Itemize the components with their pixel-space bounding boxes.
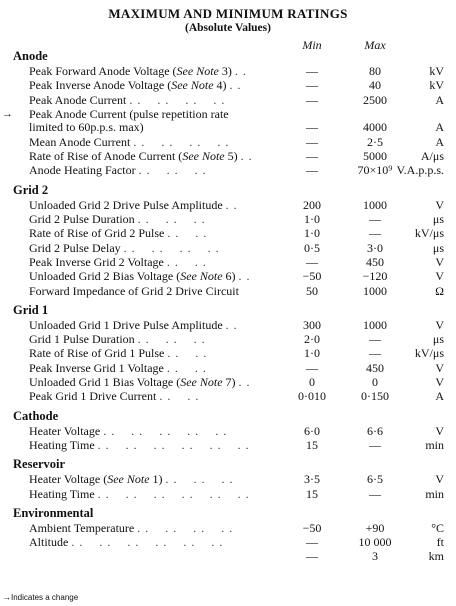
rating-label bbox=[29, 284, 239, 298]
min-value: 1·0 bbox=[304, 346, 320, 361]
leader-dots: . . bbox=[225, 317, 238, 332]
table-row bbox=[0, 361, 456, 375]
rating-label bbox=[29, 255, 207, 269]
footnote bbox=[2, 592, 78, 602]
leader-dots: . . . . bbox=[166, 254, 207, 269]
rating-label-text: Rate of Rise of Grid 1 Pulse bbox=[29, 346, 165, 361]
max-value: 2·5 bbox=[367, 134, 383, 149]
note-reference: See Note bbox=[182, 149, 225, 164]
note-reference: See Note bbox=[176, 64, 219, 78]
max-value: 6·5 bbox=[367, 472, 383, 487]
min-value: 1·0 bbox=[304, 226, 320, 241]
min-value: −50 bbox=[302, 269, 322, 284]
rating-label-text: Rate of Rise of Anode Current ( bbox=[29, 149, 183, 164]
leader-dots: . . . . . . . . bbox=[137, 520, 234, 535]
table-row bbox=[0, 389, 456, 403]
leader-dots: . . . . bbox=[167, 346, 208, 361]
min-value: 15 bbox=[306, 437, 318, 452]
max-column-header: Max bbox=[364, 38, 386, 52]
max-value: 40 bbox=[369, 78, 381, 93]
max-value: 450 bbox=[366, 254, 384, 269]
unit: A bbox=[435, 389, 444, 404]
rating-label bbox=[29, 212, 206, 226]
max-value: — bbox=[369, 332, 381, 347]
table-row bbox=[0, 472, 456, 486]
unit: μs bbox=[432, 332, 444, 347]
max-value: 70×10⁹ bbox=[357, 163, 393, 178]
rating-label-text: Peak Forward Anode Voltage ( bbox=[29, 64, 177, 78]
rating-label bbox=[29, 226, 207, 240]
rating-label-text: Heating Time bbox=[29, 486, 95, 501]
rating-label bbox=[29, 521, 233, 535]
leader-dots: . . . . . . bbox=[137, 332, 206, 347]
unit: μs bbox=[432, 212, 444, 227]
section-heading: Cathode bbox=[13, 408, 59, 423]
rating-label-text: Mean Anode Current bbox=[29, 134, 131, 149]
max-value: −120 bbox=[362, 269, 388, 284]
table-row bbox=[0, 226, 456, 240]
max-value: 0·150 bbox=[361, 389, 389, 404]
note-reference: See Note bbox=[171, 78, 214, 93]
unit: min bbox=[425, 486, 444, 501]
rating-label bbox=[29, 438, 250, 452]
note-number: 6 bbox=[222, 269, 232, 284]
max-value: 80 bbox=[369, 64, 381, 78]
unit: A bbox=[435, 119, 444, 134]
leader-dots: . . bbox=[229, 78, 242, 93]
rating-label-text: Grid 2 Pulse Duration bbox=[29, 212, 135, 227]
note-number: 5 bbox=[224, 149, 234, 164]
max-value: 1000 bbox=[363, 197, 387, 212]
note-reference: See Note bbox=[180, 269, 223, 284]
section-anode bbox=[0, 48, 456, 178]
leader-dots: . . bbox=[238, 375, 251, 390]
min-value: — bbox=[306, 535, 318, 550]
rating-label-text: Unloaded Grid 2 Bias Voltage ( bbox=[29, 269, 181, 284]
max-value: 6·6 bbox=[367, 423, 383, 438]
leader-dots: . . . . . . . . . . . . bbox=[71, 535, 224, 550]
table-row bbox=[0, 241, 456, 255]
rating-label bbox=[29, 149, 253, 163]
section-grid-2 bbox=[0, 182, 456, 298]
table-row bbox=[0, 535, 456, 549]
section-heading: Grid 2 bbox=[13, 182, 49, 197]
rating-label bbox=[29, 269, 251, 283]
rating-label bbox=[29, 346, 207, 360]
min-column-header: Min bbox=[302, 38, 322, 52]
leader-dots: . . . . . . . . bbox=[123, 240, 220, 255]
unit: A/μs bbox=[420, 149, 444, 164]
table-row bbox=[0, 549, 456, 563]
table-row bbox=[0, 78, 456, 92]
note-reference: See Note bbox=[180, 375, 223, 390]
rating-label-text: Altitude bbox=[29, 535, 69, 550]
min-value: — bbox=[306, 78, 318, 93]
max-value: 10 000 bbox=[358, 535, 392, 550]
leader-dots: . . bbox=[238, 269, 251, 284]
table-row bbox=[0, 375, 456, 389]
rating-label bbox=[29, 361, 207, 375]
max-value: 1000 bbox=[363, 283, 387, 298]
max-value: 5000 bbox=[363, 149, 387, 164]
unit: kV bbox=[429, 78, 444, 93]
unit: V bbox=[435, 317, 444, 332]
min-value: 3·5 bbox=[304, 472, 320, 487]
min-value: — bbox=[306, 549, 318, 564]
unit: V bbox=[435, 360, 444, 375]
rating-label-text: Heater Voltage bbox=[29, 423, 101, 438]
min-value: — bbox=[306, 254, 318, 269]
min-value: — bbox=[306, 360, 318, 375]
unit: V bbox=[435, 197, 444, 212]
rating-label-text: Peak Inverse Grid 2 Voltage bbox=[29, 254, 164, 269]
min-value: 50 bbox=[306, 283, 318, 298]
rating-label bbox=[29, 332, 206, 346]
rating-label-text: Grid 2 Pulse Delay bbox=[29, 240, 121, 255]
unit: A bbox=[435, 92, 444, 107]
table-row bbox=[0, 149, 456, 163]
table-row bbox=[0, 346, 456, 360]
leader-dots: . . . . bbox=[166, 360, 207, 375]
unit: V bbox=[435, 472, 444, 487]
page-title: MAXIMUM AND MINIMUM RATINGS bbox=[108, 6, 348, 21]
min-value: 2·0 bbox=[304, 332, 320, 347]
table-row bbox=[0, 438, 456, 452]
min-value: 15 bbox=[306, 486, 318, 501]
note-number: 4 bbox=[213, 78, 223, 93]
rating-label-text: Forward Impedance of Grid 2 Drive Circuit bbox=[29, 283, 239, 298]
rating-label-text: Heating Time bbox=[29, 437, 95, 452]
table-row bbox=[0, 163, 456, 177]
min-value: — bbox=[306, 134, 318, 149]
unit: ft bbox=[436, 535, 444, 550]
table-row bbox=[0, 255, 456, 269]
min-value: −50 bbox=[302, 520, 322, 535]
change-arrow-icon: → bbox=[2, 592, 11, 602]
rating-label-text: Unloaded Grid 1 Bias Voltage ( bbox=[29, 375, 181, 390]
note-number: 7 bbox=[222, 375, 232, 390]
change-arrow-icon: → bbox=[2, 107, 13, 120]
note-number: 3 bbox=[218, 64, 228, 78]
min-value: 6·0 bbox=[304, 423, 320, 438]
rating-label-text: Peak Grid 1 Drive Current bbox=[29, 389, 157, 404]
table-row bbox=[0, 332, 456, 346]
leader-dots: . . . . . . . . bbox=[129, 92, 226, 107]
table-row bbox=[0, 135, 456, 149]
page-subtitle: (Absolute Values) bbox=[185, 22, 271, 34]
rating-label bbox=[29, 163, 207, 177]
rating-label-text: Unloaded Grid 2 Drive Pulse Amplitude bbox=[29, 197, 223, 212]
rating-label bbox=[29, 535, 223, 549]
table-row bbox=[0, 93, 456, 107]
max-value: — bbox=[369, 346, 381, 361]
max-value: 4000 bbox=[363, 119, 387, 134]
rating-label bbox=[29, 241, 220, 255]
leader-dots: . . . . . . . . . . . . bbox=[97, 437, 250, 452]
min-value: 300 bbox=[303, 317, 321, 332]
leader-dots: . . bbox=[234, 64, 247, 78]
max-value: 2500 bbox=[363, 92, 387, 107]
max-value: 1000 bbox=[363, 317, 387, 332]
rating-label-text: Ambient Temperature bbox=[29, 520, 135, 535]
note-close: ) bbox=[231, 269, 236, 284]
section-heading: Reservoir bbox=[13, 457, 66, 472]
table-row bbox=[0, 424, 456, 438]
rating-label-text: Peak Inverse Grid 1 Voltage bbox=[29, 360, 164, 375]
rating-label-text: Heater Voltage ( bbox=[29, 472, 108, 487]
leader-dots: . . . . . . . . . . . . bbox=[97, 486, 250, 501]
leader-dots: . . bbox=[240, 149, 253, 164]
rating-label-text: Rate of Rise of Grid 2 Pulse bbox=[29, 226, 165, 241]
section-heading: Anode bbox=[13, 49, 48, 63]
rating-label bbox=[29, 487, 250, 501]
min-value: — bbox=[306, 149, 318, 164]
rating-label bbox=[29, 472, 234, 486]
max-value: 0 bbox=[372, 375, 378, 390]
unit: kV/μs bbox=[414, 226, 444, 241]
note-close: ) bbox=[233, 149, 238, 164]
rating-label-text: Unloaded Grid 1 Drive Pulse Amplitude bbox=[29, 317, 223, 332]
table-row bbox=[0, 212, 456, 226]
min-value: — bbox=[306, 163, 318, 178]
section-reservoir bbox=[0, 456, 456, 501]
footnote-text: Indicates a change bbox=[11, 593, 79, 602]
unit: μs bbox=[432, 240, 444, 255]
min-value: 0·5 bbox=[304, 240, 320, 255]
min-value: — bbox=[306, 64, 318, 78]
rating-label bbox=[29, 135, 229, 149]
note-close: ) bbox=[227, 64, 232, 78]
unit: V bbox=[435, 269, 444, 284]
section-heading: Grid 1 bbox=[13, 302, 49, 317]
section-cathode bbox=[0, 408, 456, 453]
rating-label-text: Peak Inverse Anode Voltage ( bbox=[29, 78, 172, 93]
rating-label-text: Peak Anode Current bbox=[29, 92, 127, 107]
leader-dots: . . . . . . bbox=[137, 212, 206, 227]
leader-dots: . . . . . . bbox=[165, 472, 234, 487]
unit: kV bbox=[429, 64, 444, 78]
rating-label bbox=[29, 318, 238, 332]
min-value: 200 bbox=[303, 197, 321, 212]
min-value: 0·010 bbox=[298, 389, 326, 404]
table-row bbox=[0, 64, 456, 78]
leader-dots: . . bbox=[225, 197, 238, 212]
table-row bbox=[0, 487, 456, 501]
leader-dots: . . . . . . . . bbox=[133, 134, 230, 149]
max-value: — bbox=[369, 226, 381, 241]
unit: V bbox=[435, 375, 444, 390]
unit: kV/μs bbox=[414, 346, 444, 361]
max-value: — bbox=[369, 486, 381, 501]
max-value: — bbox=[369, 437, 381, 452]
rating-label-text: Grid 1 Pulse Duration bbox=[29, 332, 135, 347]
rating-label bbox=[29, 424, 227, 438]
max-value: 3·0 bbox=[367, 240, 383, 255]
note-close: ) bbox=[231, 375, 236, 390]
rating-label bbox=[29, 198, 238, 212]
note-reference: See Note bbox=[107, 472, 150, 487]
table-row bbox=[0, 107, 456, 135]
section-grid-1 bbox=[0, 302, 456, 404]
rating-label bbox=[29, 64, 247, 78]
leader-dots: . . . . bbox=[159, 389, 200, 404]
unit: A bbox=[435, 134, 444, 149]
rating-label bbox=[29, 78, 242, 92]
table-row bbox=[0, 521, 456, 535]
unit: V.A.p.p.s. bbox=[396, 163, 444, 178]
leader-dots: . . . . . . . . . . bbox=[103, 423, 228, 438]
max-value: — bbox=[369, 212, 381, 227]
min-value: — bbox=[306, 119, 318, 134]
table-row bbox=[0, 198, 456, 212]
unit: °C bbox=[431, 520, 444, 535]
rating-label bbox=[29, 108, 259, 134]
max-value: 3 bbox=[372, 549, 378, 564]
note-close: ) bbox=[222, 78, 227, 93]
min-value: 1·0 bbox=[304, 212, 320, 227]
min-value: — bbox=[306, 92, 318, 107]
leader-dots: . . . . bbox=[167, 226, 208, 241]
rating-label-text: Peak Anode Current (pulse repetition rate limited to 60p.p.s. max) bbox=[29, 106, 229, 134]
unit: Ω bbox=[435, 283, 444, 298]
unit: km bbox=[428, 549, 444, 564]
max-value: 450 bbox=[366, 360, 384, 375]
unit: V bbox=[435, 423, 444, 438]
max-value: +90 bbox=[365, 520, 385, 535]
rating-label bbox=[29, 389, 199, 403]
leader-dots: . . . . . . bbox=[138, 163, 207, 178]
min-value: 0 bbox=[309, 375, 315, 390]
table-row bbox=[0, 284, 456, 298]
ratings-table bbox=[0, 48, 456, 564]
rating-label bbox=[29, 375, 251, 389]
rating-label bbox=[29, 93, 225, 107]
note-number: 1 bbox=[149, 472, 159, 487]
section-environmental bbox=[0, 505, 456, 564]
table-row bbox=[0, 269, 456, 283]
section-heading: Environmental bbox=[13, 505, 94, 520]
note-close: ) bbox=[158, 472, 163, 487]
unit: min bbox=[425, 437, 444, 452]
rating-label-text: Anode Heating Factor bbox=[29, 163, 136, 178]
table-row bbox=[0, 318, 456, 332]
unit: V bbox=[435, 254, 444, 269]
